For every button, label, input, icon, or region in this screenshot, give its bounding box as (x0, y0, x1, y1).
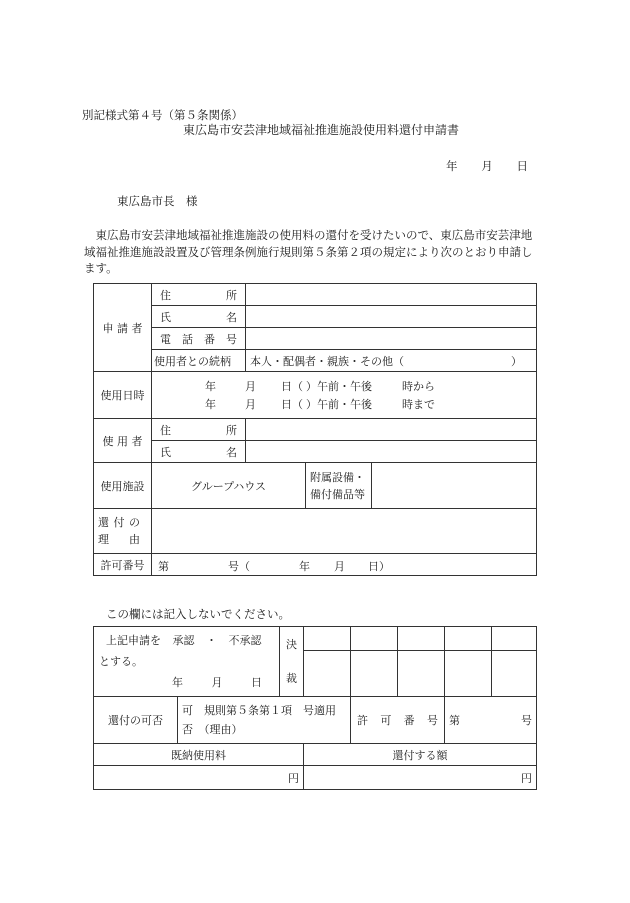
user-address-label: 住 所 (152, 419, 246, 441)
user-section-label: 使 用 者 (94, 419, 152, 463)
decision-label: 決 裁 (280, 627, 304, 697)
refund-amount-field[interactable]: 円 (304, 766, 537, 790)
permit-number-field[interactable]: 第 号（ 年 月 日） (152, 554, 537, 576)
body-text: 東広島市安芸津地域福祉推進施設の使用料の還付を受けたいので、東広島市安芸津地域福祉推進施設設置及び管理条例施行規則第５条第２項の規定により次のとおり申請します。 (84, 228, 533, 275)
facility-name: グループハウス (152, 463, 306, 509)
approval-line: 上記申請を 承認 ・ 不承認 (106, 634, 262, 647)
office-permit-number-label: 許 可 番 号 (351, 697, 445, 744)
relation-label: 使用者との続柄 (152, 350, 246, 372)
applicant-phone-label: 電 話 番 号 (152, 328, 246, 350)
document-title: 東広島市安芸津地域福祉推進施設使用料還付申請書 (183, 123, 460, 137)
date-day-unit: 日 (516, 159, 528, 173)
usage-from-line: 年 月 日（ ）午前・午後 時から (205, 380, 435, 393)
addressee: 東広島市長 様 (117, 194, 198, 208)
decision-box-4[interactable] (445, 627, 492, 651)
equipment-field[interactable] (372, 463, 537, 509)
relation-field[interactable]: 本人・配偶者・親族・その他（ ） (246, 350, 537, 372)
seal-box-5[interactable] (492, 651, 537, 697)
seal-box-1[interactable] (304, 651, 351, 697)
seal-box-3[interactable] (398, 651, 445, 697)
decision-box-3[interactable] (398, 627, 445, 651)
applicant-name-field[interactable] (246, 306, 537, 328)
applicant-section-label: 申 請 者 (94, 284, 152, 372)
approval-date: 年 月 日 (172, 676, 262, 689)
refund-reason-label: 還 付 の 理 由 (94, 509, 152, 554)
usage-datetime-label: 使用日時 (94, 372, 152, 419)
permit-number-label: 許可番号 (94, 554, 152, 576)
facility-label: 使用施設 (94, 463, 152, 509)
office-use-table (93, 626, 537, 790)
date-year-unit: 年 (446, 159, 458, 173)
seal-box-2[interactable] (351, 651, 398, 697)
application-table (93, 283, 537, 576)
date-line (446, 159, 528, 173)
refund-reason-field[interactable] (152, 509, 537, 554)
user-name-label: 氏 名 (152, 441, 246, 463)
date-month-unit: 月 (481, 159, 493, 173)
applicant-phone-field[interactable] (246, 328, 537, 350)
form-number: 別記様式第４号（第５条関係） (82, 108, 243, 122)
paid-fee-label: 既納使用料 (94, 744, 304, 766)
approval-cell[interactable]: 上記申請を 承認 ・ 不承認 とする。 年 月 日 (94, 627, 280, 697)
refund-amount-label: 還付する額 (304, 744, 537, 766)
applicant-address-field[interactable] (246, 284, 537, 306)
decision-box-1[interactable] (304, 627, 351, 651)
applicant-name-label: 氏 名 (152, 306, 246, 328)
equipment-label: 附属設備・ 備付備品等 (306, 463, 372, 509)
applicant-address-label: 住 所 (152, 284, 246, 306)
usage-to-line: 年 月 日（ ）午前・午後 時まで (205, 398, 435, 411)
usage-datetime-field[interactable] (152, 372, 537, 419)
office-note: この欄には記入しないでください。 (106, 607, 290, 621)
decision-box-2[interactable] (351, 627, 398, 651)
user-name-field[interactable] (246, 441, 537, 463)
seal-box-4[interactable] (445, 651, 492, 697)
paid-fee-field[interactable]: 円 (94, 766, 304, 790)
user-address-field[interactable] (246, 419, 537, 441)
refund-possible-label: 還付の可否 (94, 697, 178, 744)
office-permit-number-field[interactable]: 第 号 (445, 697, 537, 744)
refund-possible-field[interactable]: 可 規則第５条第１項 号適用 否 （理由） (178, 697, 351, 744)
decision-box-5[interactable] (492, 627, 537, 651)
